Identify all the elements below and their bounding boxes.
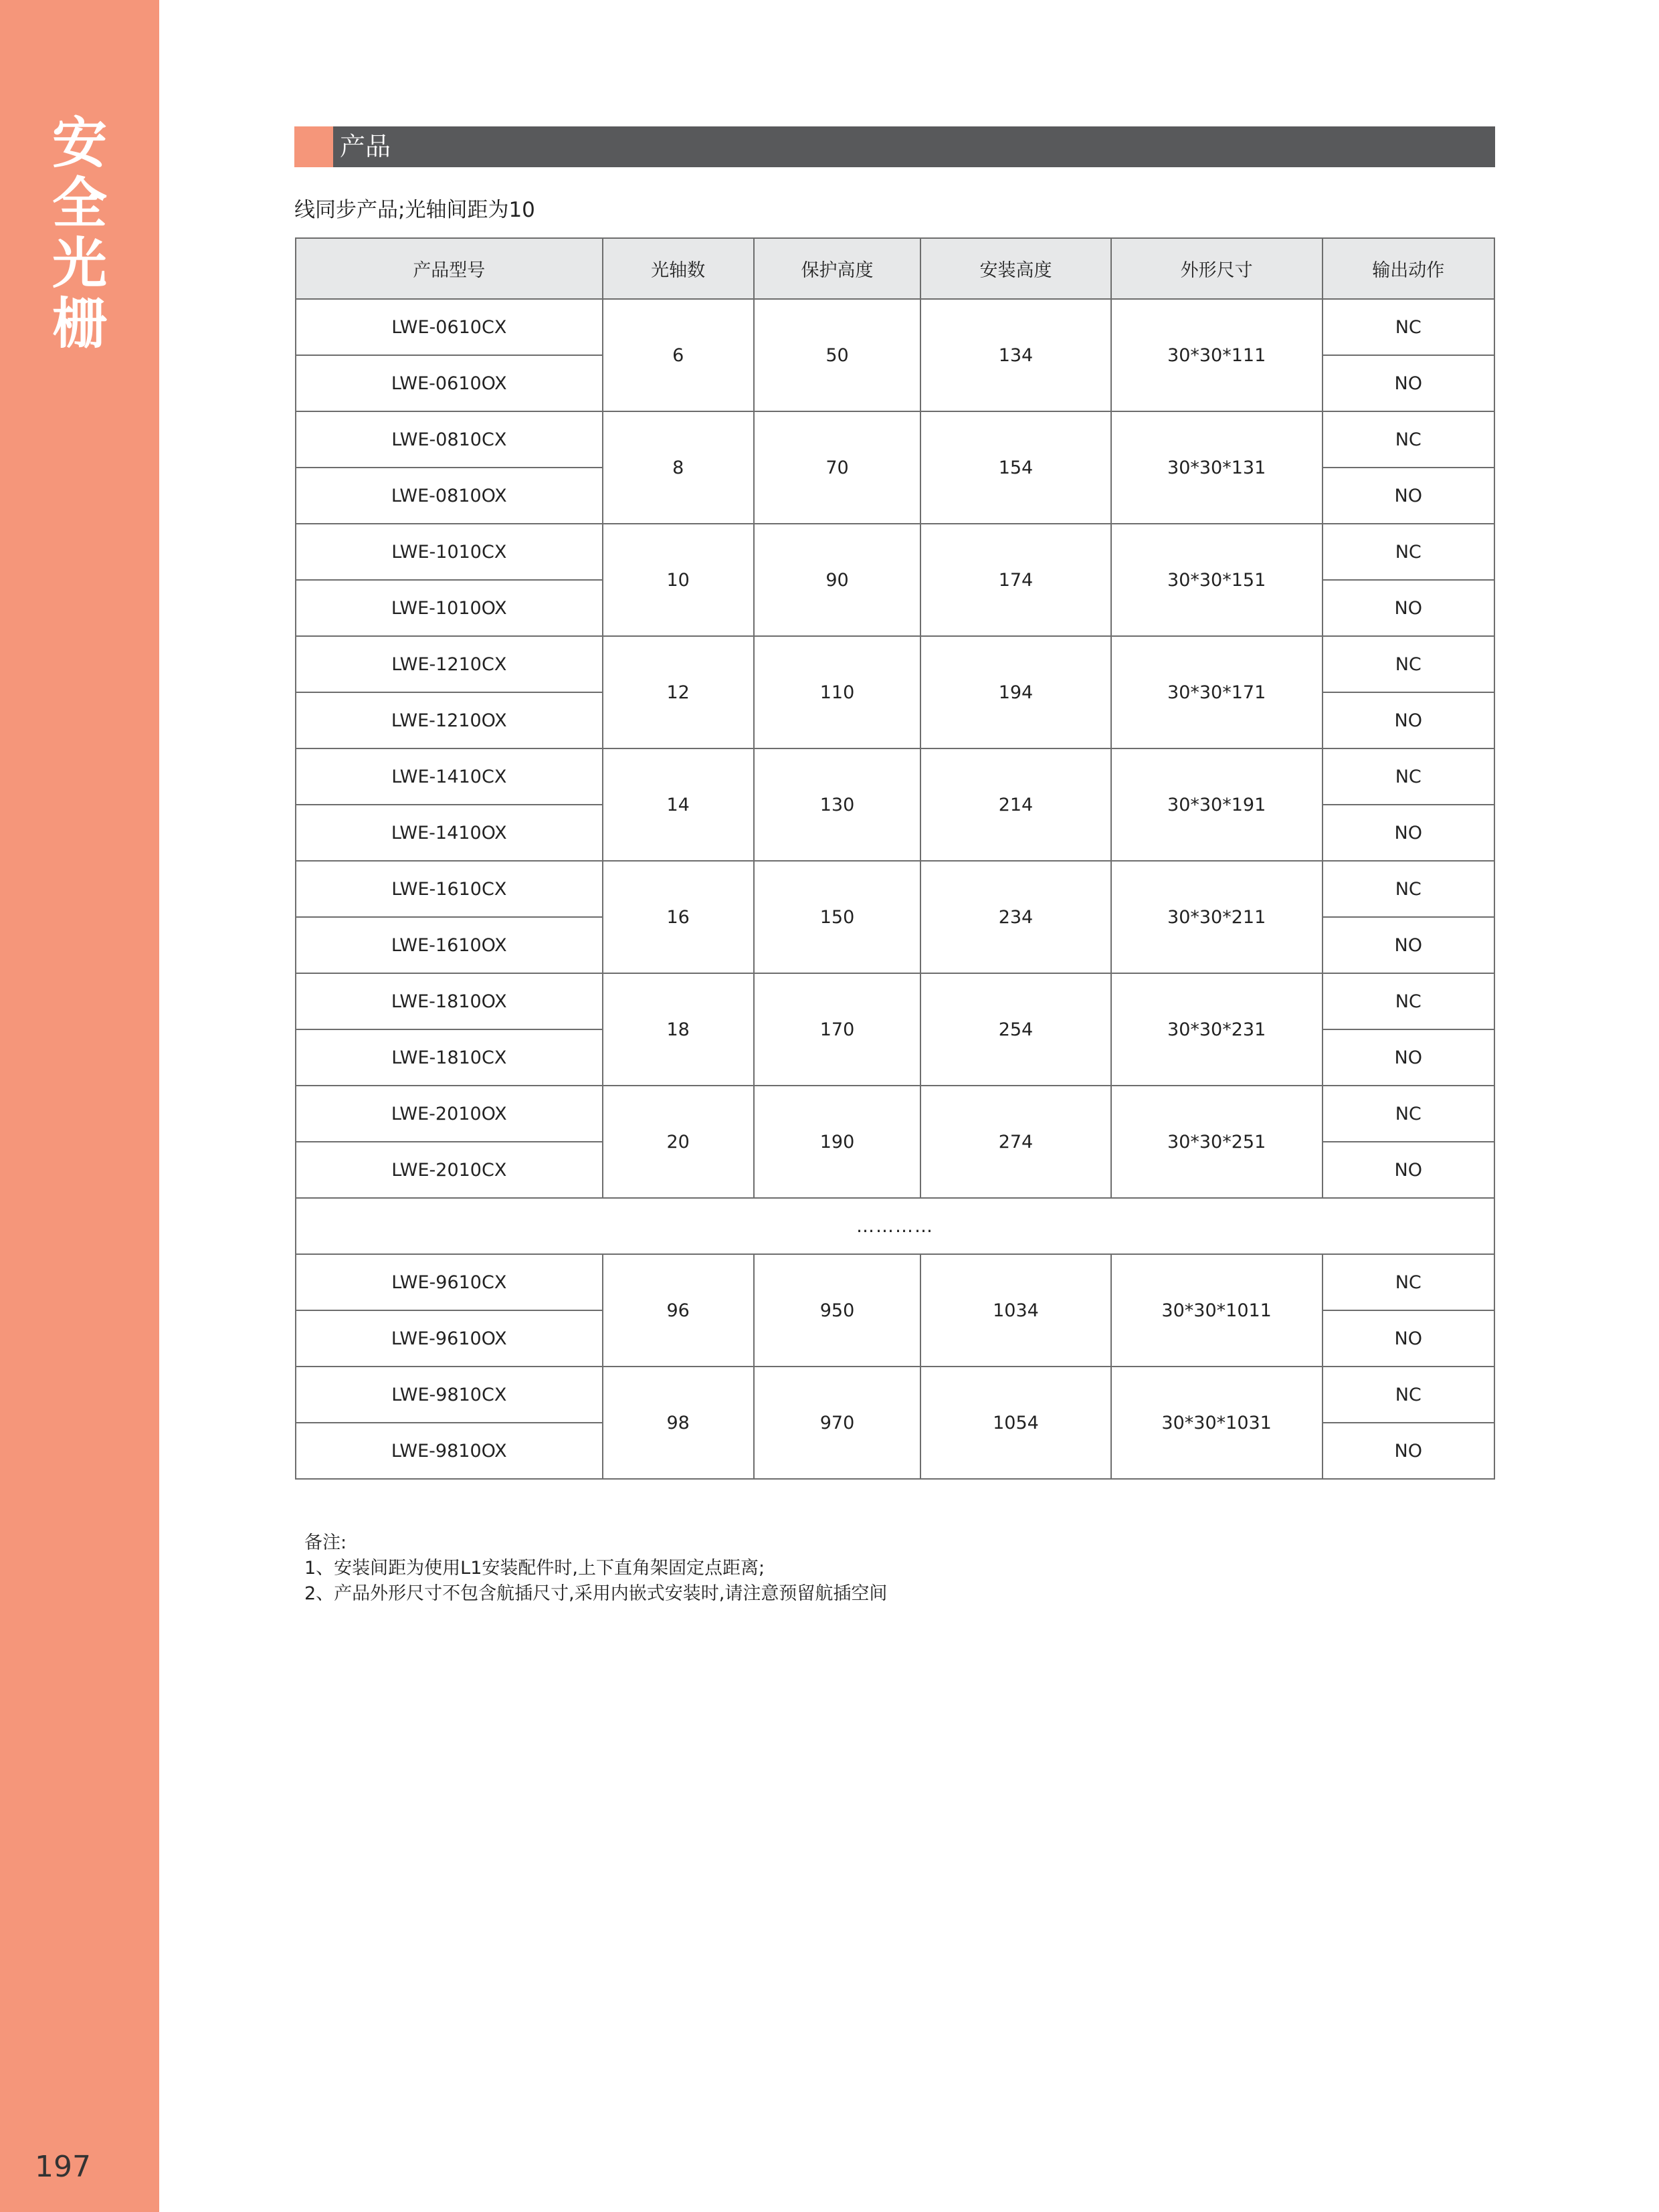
header-protect-height: 保护高度 <box>754 238 920 299</box>
model-cell: LWE-1810CX <box>296 1029 603 1086</box>
protect-height-cell: 110 <box>754 636 920 748</box>
install-height-cell: 174 <box>920 524 1111 636</box>
model-cell: LWE-1010OX <box>296 580 603 636</box>
model-cell: LWE-0610OX <box>296 355 603 411</box>
install-height-cell: 194 <box>920 636 1111 748</box>
output-cell: NC <box>1323 299 1494 355</box>
table-header-row <box>296 238 1494 299</box>
output-cell: NO <box>1323 355 1494 411</box>
model-cell: LWE-9810OX <box>296 1423 603 1479</box>
output-cell: NC <box>1323 1086 1494 1142</box>
output-cell: NO <box>1323 1310 1494 1367</box>
install-height-cell: 254 <box>920 973 1111 1086</box>
note-item: 2、产品外形尺寸不包含航插尺寸,采用内嵌式安装时,请注意预留航插空间 <box>304 1583 888 1604</box>
axes-cell: 14 <box>603 748 754 861</box>
output-cell: NO <box>1323 1029 1494 1086</box>
notes <box>304 1530 887 1607</box>
table-row <box>296 524 1494 580</box>
output-cell: NC <box>1323 524 1494 580</box>
table-subtitle: 线同步产品;光轴间距为10 <box>294 198 535 222</box>
section-title: 产品 <box>340 132 391 161</box>
axes-cell: 10 <box>603 524 754 636</box>
axes-cell: 20 <box>603 1086 754 1198</box>
protect-height-cell: 970 <box>754 1367 920 1479</box>
output-cell: NO <box>1323 468 1494 524</box>
install-height-cell: 154 <box>920 411 1111 524</box>
install-height-cell: 134 <box>920 299 1111 411</box>
section-accent <box>294 126 333 167</box>
table-row <box>296 1367 1494 1423</box>
header-model: 产品型号 <box>296 238 603 299</box>
output-cell: NO <box>1323 805 1494 861</box>
sidebar-title-char: 光 <box>52 232 107 296</box>
model-cell: LWE-0810OX <box>296 468 603 524</box>
output-cell: NC <box>1323 636 1494 692</box>
sidebar-title-char: 栅 <box>52 292 107 356</box>
page-number: 197 <box>35 2150 91 2184</box>
table-row <box>296 973 1494 1029</box>
output-cell: NO <box>1323 1142 1494 1198</box>
model-cell: LWE-2010CX <box>296 1142 603 1198</box>
ellipsis-row <box>296 1198 1494 1254</box>
table-row <box>296 1086 1494 1142</box>
model-cell: LWE-1410OX <box>296 805 603 861</box>
model-cell: LWE-1210OX <box>296 692 603 748</box>
ellipsis-cell: ………… <box>296 1198 1494 1254</box>
table-row <box>296 636 1494 692</box>
size-cell: 30*30*191 <box>1111 748 1323 861</box>
output-cell: NC <box>1323 1254 1494 1310</box>
output-cell: NO <box>1323 917 1494 973</box>
model-cell: LWE-1210CX <box>296 636 603 692</box>
install-height-cell: 214 <box>920 748 1111 861</box>
protect-height-cell: 190 <box>754 1086 920 1198</box>
size-cell: 30*30*251 <box>1111 1086 1323 1198</box>
model-cell: LWE-1010CX <box>296 524 603 580</box>
header-output: 输出动作 <box>1323 238 1494 299</box>
axes-cell: 12 <box>603 636 754 748</box>
header-size: 外形尺寸 <box>1111 238 1323 299</box>
output-cell: NO <box>1323 1423 1494 1479</box>
header-install-height: 安装高度 <box>920 238 1111 299</box>
output-cell: NO <box>1323 692 1494 748</box>
table-row <box>296 299 1494 355</box>
protect-height-cell: 70 <box>754 411 920 524</box>
output-cell: NC <box>1323 973 1494 1029</box>
model-cell: LWE-1610CX <box>296 861 603 917</box>
output-cell: NC <box>1323 861 1494 917</box>
install-height-cell: 1034 <box>920 1254 1111 1367</box>
sidebar-title <box>0 114 159 355</box>
table-row <box>296 748 1494 805</box>
sidebar-title-char: 安 <box>52 112 107 175</box>
install-height-cell: 1054 <box>920 1367 1111 1479</box>
size-cell: 30*30*211 <box>1111 861 1323 973</box>
sidebar-title-char: 全 <box>52 172 107 235</box>
protect-height-cell: 90 <box>754 524 920 636</box>
model-cell: LWE-9810CX <box>296 1367 603 1423</box>
axes-cell: 96 <box>603 1254 754 1367</box>
model-cell: LWE-1410CX <box>296 748 603 805</box>
install-height-cell: 234 <box>920 861 1111 973</box>
protect-height-cell: 950 <box>754 1254 920 1367</box>
product-spec-table <box>295 237 1495 1480</box>
size-cell: 30*30*151 <box>1111 524 1323 636</box>
model-cell: LWE-1610OX <box>296 917 603 973</box>
protect-height-cell: 150 <box>754 861 920 973</box>
protect-height-cell: 130 <box>754 748 920 861</box>
notes-label: 备注: <box>304 1532 347 1553</box>
size-cell: 30*30*171 <box>1111 636 1323 748</box>
size-cell: 30*30*1011 <box>1111 1254 1323 1367</box>
axes-cell: 8 <box>603 411 754 524</box>
axes-cell: 16 <box>603 861 754 973</box>
output-cell: NC <box>1323 411 1494 468</box>
install-height-cell: 274 <box>920 1086 1111 1198</box>
output-cell: NC <box>1323 1367 1494 1423</box>
model-cell: LWE-0810CX <box>296 411 603 468</box>
size-cell: 30*30*1031 <box>1111 1367 1323 1479</box>
size-cell: 30*30*231 <box>1111 973 1323 1086</box>
axes-cell: 18 <box>603 973 754 1086</box>
model-cell: LWE-9610CX <box>296 1254 603 1310</box>
protect-height-cell: 170 <box>754 973 920 1086</box>
table-row <box>296 411 1494 468</box>
axes-cell: 98 <box>603 1367 754 1479</box>
section-header <box>294 126 1495 167</box>
protect-height-cell: 50 <box>754 299 920 411</box>
model-cell: LWE-0610CX <box>296 299 603 355</box>
size-cell: 30*30*131 <box>1111 411 1323 524</box>
output-cell: NO <box>1323 580 1494 636</box>
size-cell: 30*30*111 <box>1111 299 1323 411</box>
header-axes: 光轴数 <box>603 238 754 299</box>
table-row <box>296 1254 1494 1310</box>
model-cell: LWE-9610OX <box>296 1310 603 1367</box>
axes-cell: 6 <box>603 299 754 411</box>
note-item: 1、安装间距为使用L1安装配件时,上下直角架固定点距离; <box>304 1558 765 1579</box>
table-row <box>296 861 1494 917</box>
model-cell: LWE-2010OX <box>296 1086 603 1142</box>
sidebar <box>0 0 159 2212</box>
model-cell: LWE-1810OX <box>296 973 603 1029</box>
output-cell: NC <box>1323 748 1494 805</box>
